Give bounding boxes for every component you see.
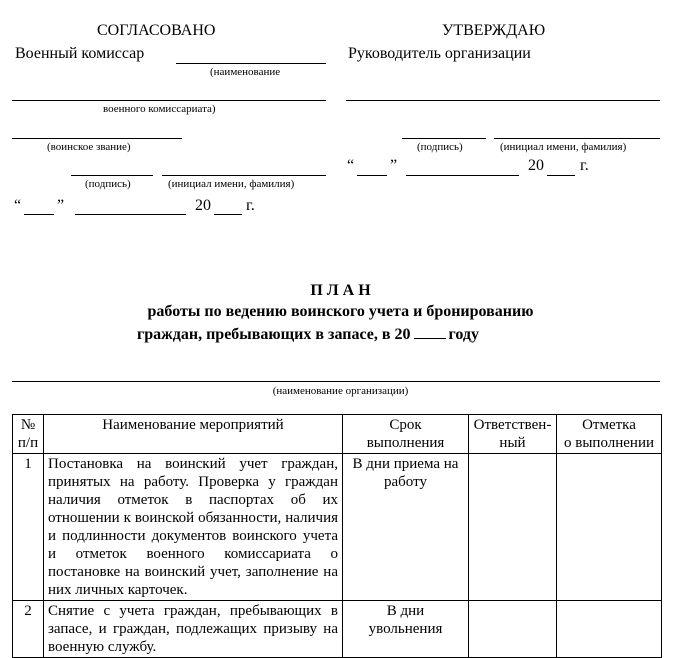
- document-subtitle-2: [137, 324, 479, 344]
- row-responsible[interactable]: [469, 601, 557, 658]
- right-date-open-quote: “: [347, 157, 355, 174]
- right-date-close-quote: ”: [390, 157, 398, 174]
- header-responsible-line1: Ответствен-: [473, 417, 552, 433]
- header-num: [13, 415, 44, 454]
- right-fullname-line[interactable]: [494, 138, 660, 139]
- left-date-close-quote: ”: [57, 197, 65, 214]
- header-responsible: [469, 415, 557, 454]
- header-num-line1: №: [20, 417, 36, 433]
- row-term: В дни приема на работу: [343, 454, 469, 601]
- row-mark[interactable]: [557, 454, 662, 601]
- right-date-suffix: г.: [580, 157, 589, 174]
- document-title: П Л А Н: [310, 282, 371, 299]
- header-mark-line2: о выполнении: [564, 435, 654, 451]
- commissar-title: Военный комиссар: [15, 45, 145, 62]
- organization-name-line[interactable]: [12, 381, 660, 382]
- row-name: Снятие с учета граждан, пребывающих в запасе, и граждан, подлежащих призыву на военную службу.: [44, 601, 343, 658]
- right-date-day-line[interactable]: [357, 175, 387, 176]
- organization-head-line[interactable]: [346, 100, 660, 101]
- commissar-name-line[interactable]: [176, 63, 326, 64]
- approval-heading: СОГЛАСОВАНО: [97, 22, 216, 39]
- left-date-year-line[interactable]: [214, 214, 242, 215]
- header-term: [343, 415, 469, 454]
- caption-rank: (воинское звание): [47, 141, 131, 153]
- row-mark[interactable]: [557, 601, 662, 658]
- header-term-line2: выполнения: [366, 435, 445, 451]
- right-date-year: 20: [528, 157, 544, 174]
- row-num: 2: [13, 601, 44, 658]
- table-row: [13, 601, 662, 658]
- right-date-month-line[interactable]: [406, 175, 519, 176]
- subtitle-2-suffix: году: [448, 326, 479, 343]
- left-date-day-line[interactable]: [24, 214, 54, 215]
- row-name: Постановка на воинский учет граждан, принятых на работу. Проверка у граждан наличия отметок в паспортах об их отношении к воинской обязанности, наличия и подлинности документов воинского учета и отметок военного комиссариата о постановке на воинский учет, заполнение на них личных карточек.: [44, 454, 343, 601]
- approve-heading: УТВЕРЖДАЮ: [442, 22, 546, 39]
- left-signature-line[interactable]: [71, 175, 153, 176]
- left-fullname-line[interactable]: [162, 175, 326, 176]
- header-name: Наименование мероприятий: [44, 415, 343, 454]
- header-term-line1: Срок: [389, 417, 422, 433]
- header-mark: [557, 415, 662, 454]
- caption-organization: (наименование организации): [272, 385, 409, 397]
- right-signature-line[interactable]: [402, 138, 486, 139]
- caption-right-signature: (подпись): [417, 141, 463, 153]
- header-responsible-line2: ный: [499, 435, 526, 451]
- caption-left-fullname: (инициал имени, фамилия): [168, 178, 295, 190]
- table-header-row: [13, 415, 662, 454]
- row-responsible[interactable]: [469, 454, 557, 601]
- row-num: 1: [13, 454, 44, 601]
- commissariat-line[interactable]: [12, 100, 326, 101]
- left-date-suffix: г.: [246, 197, 255, 214]
- table-row: [13, 454, 662, 601]
- header-num-line2: п/п: [17, 435, 39, 451]
- rank-line[interactable]: [12, 138, 182, 139]
- head-title: Руководитель организации: [348, 45, 531, 62]
- caption-right-fullname: (инициал имени, фамилия): [500, 141, 627, 153]
- left-date-year: 20: [195, 197, 211, 214]
- left-date-month-line[interactable]: [75, 214, 186, 215]
- plan-table: [12, 414, 662, 658]
- subtitle-2-prefix: граждан, пребывающих в запасе, в 20: [137, 326, 411, 343]
- year-blank[interactable]: [414, 324, 446, 339]
- document-subtitle-1: работы по ведению воинского учета и бронированию: [147, 303, 534, 320]
- caption-commissariat: военного комиссариата): [103, 103, 216, 115]
- right-date-year-line[interactable]: [547, 175, 575, 176]
- header-mark-line1: Отметка: [582, 417, 636, 433]
- caption-name: (наименование: [210, 66, 281, 78]
- caption-left-signature: (подпись): [85, 178, 131, 190]
- row-term: В дни увольнения: [343, 601, 469, 658]
- left-date-open-quote: “: [14, 197, 22, 214]
